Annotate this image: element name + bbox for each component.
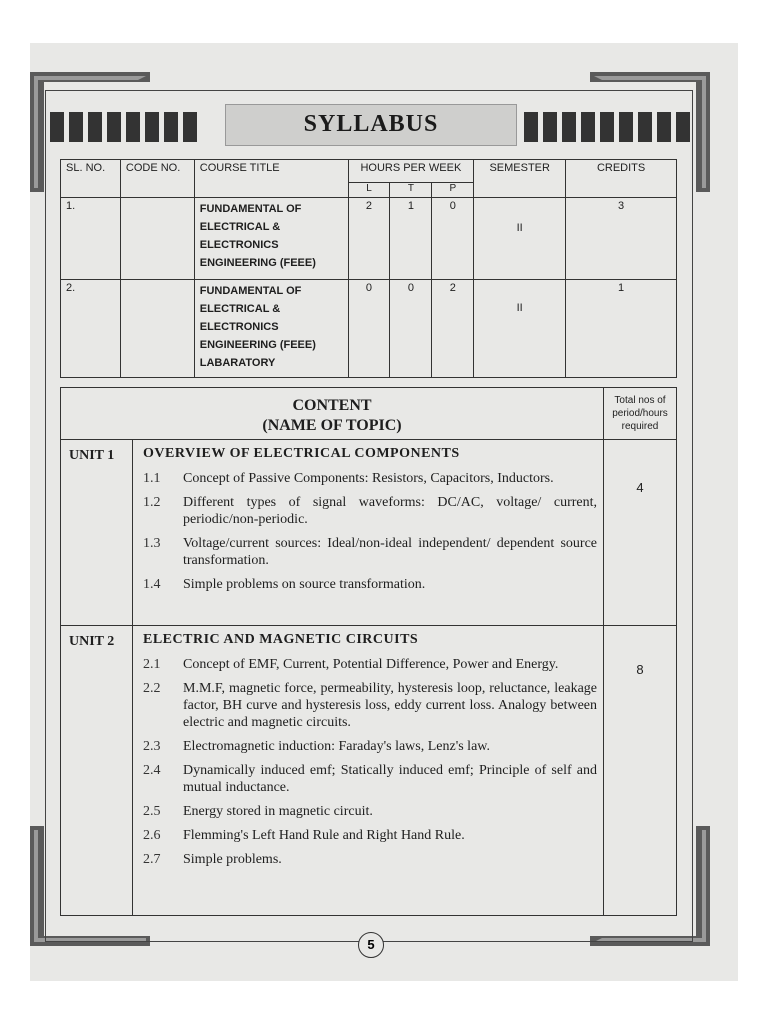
header-p: P xyxy=(432,183,474,198)
banner-blocks-right xyxy=(524,112,690,142)
header-hours-per-week: HOURS PER WEEK xyxy=(348,160,474,183)
course-title-line: ELECTRONICS xyxy=(199,321,279,333)
topic-item xyxy=(143,738,597,755)
topic-text: M.M.F, magnetic force, permeability, hysteresis loop, reluctance, leakage factor, BH curve and hysteresis loss, eddy current loss. Analogy between electric and magnetic circuits. xyxy=(183,681,597,730)
course-title-line: LABARATORY xyxy=(199,357,276,369)
topic-number: 1.2 xyxy=(143,495,161,510)
topic-item xyxy=(143,762,597,796)
total-heading-line2: period/hours xyxy=(612,408,668,419)
unit-row xyxy=(61,626,677,916)
header-course-title: COURSE TITLE xyxy=(194,160,348,198)
total-heading-line1: Total nos of xyxy=(614,395,666,406)
page-title: SYLLABUS xyxy=(303,111,439,137)
cell-code xyxy=(120,198,194,280)
table-header-row xyxy=(61,160,677,183)
content-table xyxy=(60,387,677,916)
topic-item xyxy=(143,851,597,868)
course-title-line: ELECTRONICS xyxy=(199,239,279,251)
cell-semester: II xyxy=(474,280,566,378)
table-row xyxy=(61,280,677,378)
topic-number: 1.4 xyxy=(143,577,161,592)
unit-title: OVERVIEW OF ELECTRICAL COMPONENTS xyxy=(143,446,460,461)
cell-sl: 2. xyxy=(61,280,121,378)
header-semester: SEMESTER xyxy=(474,160,566,198)
course-table xyxy=(60,159,677,378)
cell-t: 0 xyxy=(390,280,432,378)
topic-number: 2.7 xyxy=(143,852,161,867)
topic-number: 2.4 xyxy=(143,763,161,778)
topic-text: Simple problems on source transformation. xyxy=(183,577,426,592)
cell-course-title xyxy=(194,198,348,280)
unit-title: ELECTRIC AND MAGNETIC CIRCUITS xyxy=(143,632,419,647)
banner-blocks-left xyxy=(50,112,197,142)
topic-item xyxy=(143,680,597,731)
topic-number: 2.1 xyxy=(143,657,161,672)
cell-code xyxy=(120,280,194,378)
course-title-line: ELECTRICAL & xyxy=(199,221,281,233)
topic-number: 2.6 xyxy=(143,828,161,843)
cell-l: 0 xyxy=(348,280,390,378)
header-credits: CREDITS xyxy=(566,160,677,198)
page-number: 5 xyxy=(358,932,384,958)
unit-label: UNIT 2 xyxy=(61,626,133,916)
topic-text: Simple problems. xyxy=(183,852,282,867)
course-title-line: ENGINEERING (FEEE) xyxy=(199,339,316,351)
unit-row xyxy=(61,440,677,626)
header-t: T xyxy=(390,183,432,198)
topic-text: Different types of signal waveforms: DC/AC, voltage/ current, periodic/non-periodic. xyxy=(183,495,597,527)
content-heading-line2: (NAME OF TOPIC) xyxy=(262,417,402,434)
topic-number: 2.2 xyxy=(143,681,161,696)
topic-text: Dynamically induced emf; Statically induced emf; Principle of self and mutual inductance. xyxy=(183,763,597,795)
topic-item xyxy=(143,827,597,844)
unit-label: UNIT 1 xyxy=(61,440,133,626)
total-heading-line3: required xyxy=(621,421,659,432)
cell-semester: II xyxy=(474,198,566,280)
content-header-row xyxy=(61,388,677,440)
cell-sl: 1. xyxy=(61,198,121,280)
topic-text: Electromagnetic induction: Faraday's laws, Lenz's law. xyxy=(183,739,490,754)
topic-text: Voltage/current sources: Ideal/non-ideal independent/ dependent source transformation. xyxy=(183,536,597,568)
syllabus-banner xyxy=(50,104,690,146)
topic-text: Concept of Passive Components: Resistors, Capacitors, Inductors. xyxy=(183,471,554,486)
topic-number: 1.1 xyxy=(143,471,161,486)
cell-course-title xyxy=(194,280,348,378)
course-title-line: FUNDAMENTAL OF xyxy=(199,285,302,297)
topic-item xyxy=(143,803,597,820)
cell-l: 2 xyxy=(348,198,390,280)
course-title-line: ENGINEERING (FEEE) xyxy=(199,257,316,269)
cell-t: 1 xyxy=(390,198,432,280)
topic-item xyxy=(143,576,597,593)
total-hours-heading xyxy=(604,388,677,440)
cell-p: 0 xyxy=(432,198,474,280)
header-l: L xyxy=(348,183,390,198)
topic-text: Flemming's Left Hand Rule and Right Hand Rule. xyxy=(183,828,465,843)
topic-text: Concept of EMF, Current, Potential Difference, Power and Energy. xyxy=(183,657,559,672)
course-title-line: FUNDAMENTAL OF xyxy=(199,203,302,215)
topic-number: 2.5 xyxy=(143,804,161,819)
header-sl-no: SL. NO. xyxy=(61,160,121,198)
topic-item xyxy=(143,470,597,487)
content-heading xyxy=(61,388,604,440)
unit-body xyxy=(133,626,604,916)
topic-item xyxy=(143,494,597,528)
topic-text: Energy stored in magnetic circuit. xyxy=(183,804,373,819)
topic-number: 2.3 xyxy=(143,739,161,754)
topic-number: 1.3 xyxy=(143,536,161,551)
banner-title-box xyxy=(225,104,517,146)
cell-credits: 3 xyxy=(566,198,677,280)
topic-item xyxy=(143,656,597,673)
cell-credits: 1 xyxy=(566,280,677,378)
course-title-line: ELECTRICAL & xyxy=(199,303,281,315)
header-code-no: CODE NO. xyxy=(120,160,194,198)
table-row xyxy=(61,198,677,280)
content-heading-line1: CONTENT xyxy=(292,397,372,414)
unit-body xyxy=(133,440,604,626)
unit-hours: 8 xyxy=(604,626,677,916)
unit-hours: 4 xyxy=(604,440,677,626)
topic-item xyxy=(143,535,597,569)
cell-p: 2 xyxy=(432,280,474,378)
